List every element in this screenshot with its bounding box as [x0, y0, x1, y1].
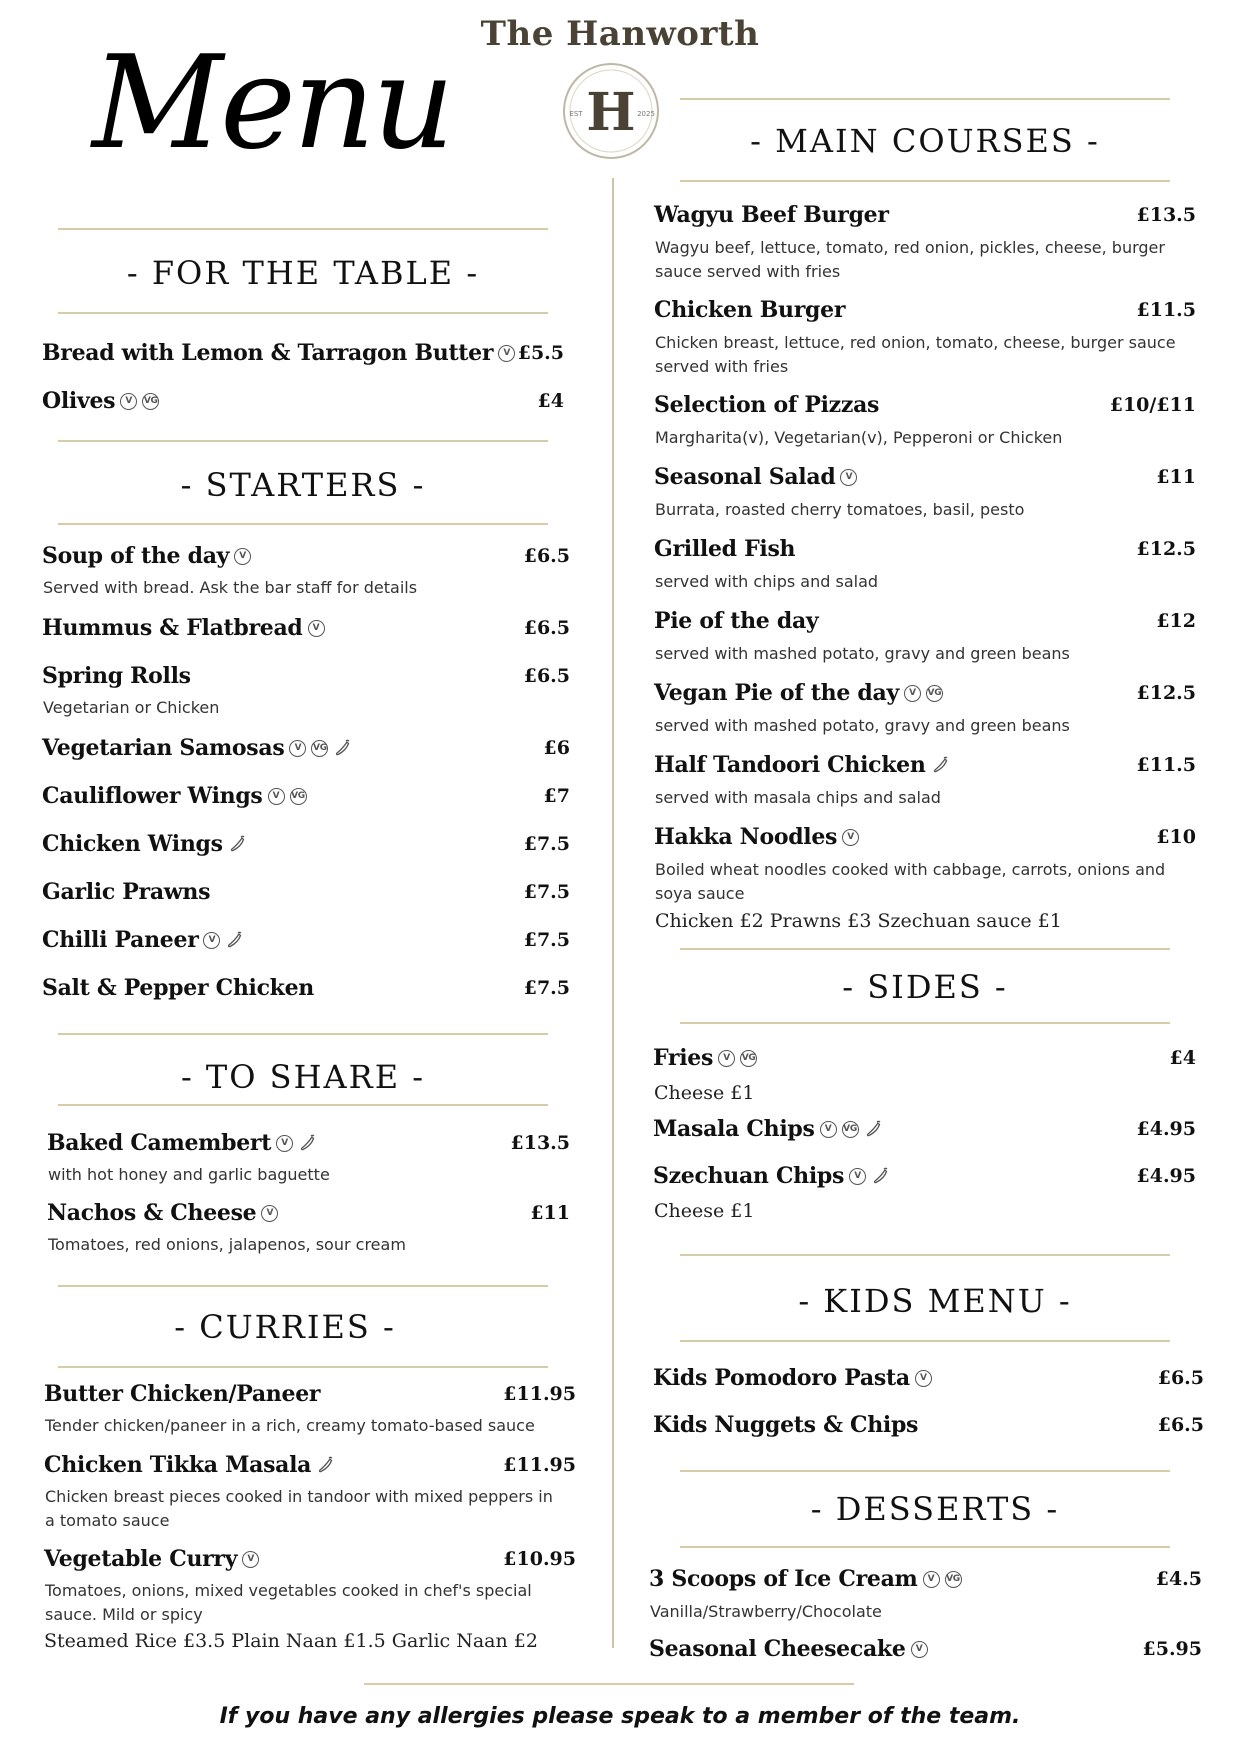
- svg-text:H: H: [586, 82, 636, 143]
- item-name: Seasonal Cheesecake: [649, 1636, 906, 1662]
- item-price: £5.5: [517, 342, 564, 364]
- item-name: Garlic Prawns: [42, 879, 211, 905]
- menu-item: [649, 1566, 962, 1592]
- item-name: Wagyu Beef Burger: [654, 202, 889, 228]
- rule: [680, 1022, 1170, 1024]
- item-name: Salt & Pepper Chicken: [42, 975, 314, 1001]
- item-price: £11.95: [503, 1454, 576, 1476]
- item-price: £4.95: [1136, 1165, 1196, 1187]
- item-name: 3 Scoops of Ice Cream: [649, 1566, 918, 1592]
- menu-item: [653, 1116, 884, 1142]
- vegan-icon: VG: [945, 1571, 962, 1588]
- item-price: £11: [530, 1202, 570, 1224]
- menu-item: [654, 680, 943, 706]
- menu-item: [654, 536, 795, 562]
- menu-item: [649, 1636, 928, 1662]
- menu-item: [42, 975, 314, 1001]
- item-description: Chicken breast pieces cooked in tandoor with mixed peppers in: [45, 1487, 553, 1506]
- menu-item: [42, 340, 515, 366]
- item-price: £10/£11: [1109, 394, 1196, 416]
- menu-item: [654, 608, 818, 634]
- item-description: served with mashed potato, gravy and green beans: [655, 644, 1070, 663]
- section-title-to-share: - TO SHARE -: [180, 1058, 426, 1096]
- section-title-for-the-table: - FOR THE TABLE -: [126, 254, 480, 292]
- item-name: Olives: [42, 388, 116, 414]
- item-name: Grilled Fish: [654, 536, 796, 562]
- item-price: £6.5: [1157, 1414, 1204, 1436]
- chili-icon: [333, 738, 353, 758]
- vegetarian-icon: V: [276, 1135, 293, 1152]
- item-extras: Chicken £2 Prawns £3 Szechuan sauce £1: [655, 910, 1062, 932]
- vegan-icon: VG: [142, 393, 159, 410]
- menu-item: [42, 543, 251, 569]
- item-price: £7.5: [523, 929, 570, 951]
- rule: [58, 1285, 548, 1287]
- item-name: Selection of Pizzas: [654, 392, 880, 418]
- vegetarian-icon: V: [268, 788, 285, 805]
- item-price: £7: [543, 785, 570, 807]
- item-description: Burrata, roasted cherry tomatoes, basil, pesto: [655, 500, 1025, 519]
- item-description: a tomato sauce: [45, 1511, 170, 1530]
- menu-item: [47, 1200, 278, 1226]
- item-price: £6: [543, 737, 570, 759]
- item-description: Boiled wheat noodles cooked with cabbage, carrots, onions and: [655, 860, 1166, 879]
- item-price: £7.5: [523, 881, 570, 903]
- chili-icon: [871, 1166, 891, 1186]
- item-name: Half Tandoori Chicken: [654, 752, 926, 778]
- item-description: Served with bread. Ask the bar staff for details: [43, 578, 418, 597]
- item-name: Bread with Lemon & Tarragon Butter: [42, 340, 494, 366]
- menu-item: [653, 1365, 932, 1391]
- vegetarian-icon: V: [820, 1121, 837, 1138]
- menu-item: [42, 783, 307, 809]
- vegetarian-icon: V: [120, 393, 137, 410]
- item-extras: Cheese £1: [654, 1200, 755, 1222]
- menu-item: [654, 464, 857, 490]
- rule: [680, 180, 1170, 182]
- item-name: Chilli Paneer: [42, 927, 199, 953]
- item-price: £4.95: [1136, 1118, 1196, 1140]
- menu-item: [42, 735, 353, 761]
- item-description: Vegetarian or Chicken: [43, 698, 220, 717]
- vegetarian-icon: V: [915, 1370, 932, 1387]
- vegetarian-icon: V: [242, 1551, 259, 1568]
- vegetarian-icon: V: [498, 345, 515, 362]
- vegan-icon: VG: [311, 740, 328, 757]
- item-name: Baked Camembert: [47, 1130, 272, 1156]
- item-price: £11.5: [1136, 754, 1196, 776]
- section-title-main-courses: - MAIN COURSES -: [750, 122, 1100, 160]
- vegetarian-icon: V: [289, 740, 306, 757]
- chili-icon: [225, 930, 245, 950]
- section-title-kids-menu: - KIDS MENU -: [798, 1282, 1072, 1320]
- brand-name: The Hanworth: [480, 14, 760, 54]
- menu-item: [653, 1412, 918, 1438]
- item-price: £11: [1156, 466, 1196, 488]
- vegetarian-icon: V: [203, 932, 220, 949]
- item-description: Chicken breast, lettuce, red onion, tomato, cheese, burger sauce: [655, 333, 1176, 352]
- rule: [680, 1470, 1170, 1472]
- item-name: Soup of the day: [42, 543, 230, 569]
- vegan-icon: VG: [740, 1050, 757, 1067]
- item-name: Hummus & Flatbread: [42, 615, 303, 641]
- rule: [58, 1104, 548, 1106]
- item-description: Tomatoes, onions, mixed vegetables cooked in chef's special: [45, 1581, 532, 1600]
- chili-icon: [931, 755, 951, 775]
- rule: [58, 1366, 548, 1368]
- item-description: Tender chicken/paneer in a rich, creamy tomato-based sauce: [45, 1416, 535, 1435]
- item-price: £4: [537, 390, 564, 412]
- item-price: £6.5: [1157, 1367, 1204, 1389]
- item-price: £6.5: [523, 665, 570, 687]
- item-price: £5.95: [1142, 1638, 1202, 1660]
- vegetarian-icon: V: [718, 1050, 735, 1067]
- item-name: Spring Rolls: [42, 663, 191, 689]
- section-title-desserts: - DESSERTS -: [810, 1490, 1060, 1528]
- item-name: Seasonal Salad: [654, 464, 836, 490]
- item-description: Vanilla/Strawberry/Chocolate: [650, 1602, 882, 1621]
- column-divider: [612, 178, 614, 1648]
- menu-item: [42, 615, 325, 641]
- section-title-starters: - STARTERS -: [180, 466, 426, 504]
- vegan-icon: VG: [926, 685, 943, 702]
- svg-text:2025: 2025: [637, 110, 655, 118]
- menu-item: [42, 663, 191, 689]
- item-description: with hot honey and garlic baguette: [48, 1165, 330, 1184]
- menu-item: [654, 824, 859, 850]
- allergy-notice: If you have any allergies please speak to a member of the team.: [219, 1704, 1021, 1729]
- vegan-icon: VG: [842, 1121, 859, 1138]
- item-price: £13.5: [510, 1132, 570, 1154]
- item-name: Cauliflower Wings: [42, 783, 263, 809]
- item-description: served with mashed potato, gravy and green beans: [655, 716, 1070, 735]
- menu-item: [42, 879, 210, 905]
- chili-icon: [228, 834, 248, 854]
- section-title-sides: - SIDES -: [842, 968, 1008, 1006]
- item-price: £6.5: [523, 617, 570, 639]
- rule: [58, 440, 548, 442]
- menu-item: [654, 202, 889, 228]
- item-price: £12: [1156, 610, 1196, 632]
- item-name: Chicken Wings: [42, 831, 223, 857]
- item-name: Vegetable Curry: [44, 1546, 238, 1572]
- item-extras: Cheese £1: [654, 1082, 755, 1104]
- vegetarian-icon: V: [234, 548, 251, 565]
- menu-item: [653, 1045, 757, 1071]
- item-description: served with chips and salad: [655, 572, 879, 591]
- rule: [680, 1340, 1170, 1342]
- rule: [680, 1546, 1170, 1548]
- item-name: Vegetarian Samosas: [42, 735, 285, 761]
- item-description: Wagyu beef, lettuce, tomato, red onion, pickles, cheese, burger: [655, 238, 1165, 257]
- rule: [58, 228, 548, 230]
- item-description: sauce. Mild or spicy: [45, 1605, 203, 1624]
- item-price: £13.5: [1136, 204, 1196, 226]
- chili-icon: [864, 1119, 884, 1139]
- item-name: Hakka Noodles: [654, 824, 838, 850]
- vegetarian-icon: V: [842, 829, 859, 846]
- item-description: Margharita(v), Vegetarian(v), Pepperoni or Chicken: [655, 428, 1063, 447]
- rule: [58, 1033, 548, 1035]
- menu-item: [654, 392, 879, 418]
- rule: [58, 312, 548, 314]
- brand-logo: [560, 60, 662, 162]
- item-description: soya sauce: [655, 884, 745, 903]
- item-price: £4: [1169, 1047, 1196, 1069]
- rule: [58, 523, 548, 525]
- vegetarian-icon: V: [904, 685, 921, 702]
- item-name: Kids Pomodoro Pasta: [653, 1365, 910, 1391]
- item-name: Fries: [653, 1045, 714, 1071]
- svg-text:EST: EST: [569, 110, 583, 118]
- item-price: £7.5: [523, 977, 570, 999]
- item-description: served with fries: [655, 357, 789, 376]
- menu-item: [42, 927, 245, 953]
- menu-item: [44, 1546, 259, 1572]
- item-price: £10: [1156, 826, 1196, 848]
- menu-item: [654, 297, 845, 323]
- item-price: £12.5: [1136, 538, 1196, 560]
- item-price: £10.95: [503, 1548, 576, 1570]
- item-price: £4.5: [1155, 1568, 1202, 1590]
- item-description: sauce served with fries: [655, 262, 841, 281]
- item-name: Vegan Pie of the day: [654, 680, 899, 706]
- menu-item: [42, 388, 159, 414]
- menu-item: [44, 1452, 336, 1478]
- rule: [680, 98, 1170, 100]
- item-name: Nachos & Cheese: [47, 1200, 257, 1226]
- menu-item: [44, 1381, 320, 1407]
- item-name: Chicken Burger: [654, 297, 846, 323]
- menu-title: Menu: [92, 29, 452, 178]
- item-extras: Steamed Rice £3.5 Plain Naan £1.5 Garlic Naan £2: [44, 1630, 538, 1652]
- item-name: Pie of the day: [654, 608, 819, 634]
- item-name: Szechuan Chips: [653, 1163, 845, 1189]
- section-title-curries: - CURRIES -: [174, 1308, 396, 1346]
- vegetarian-icon: V: [308, 620, 325, 637]
- menu-item: [47, 1130, 318, 1156]
- vegetarian-icon: V: [261, 1205, 278, 1222]
- item-name: Kids Nuggets & Chips: [653, 1412, 919, 1438]
- vegetarian-icon: V: [911, 1641, 928, 1658]
- vegetarian-icon: V: [849, 1168, 866, 1185]
- menu-item: [42, 831, 248, 857]
- vegan-icon: VG: [290, 788, 307, 805]
- item-price: £7.5: [523, 833, 570, 855]
- rule: [680, 1254, 1170, 1256]
- item-name: Chicken Tikka Masala: [44, 1452, 312, 1478]
- item-description: Tomatoes, red onions, jalapenos, sour cream: [48, 1235, 406, 1254]
- chili-icon: [298, 1133, 318, 1153]
- vegetarian-icon: V: [923, 1571, 940, 1588]
- item-name: Masala Chips: [653, 1116, 815, 1142]
- vegetarian-icon: V: [840, 469, 857, 486]
- item-price: £12.5: [1136, 682, 1196, 704]
- item-price: £11.95: [503, 1383, 576, 1405]
- chili-icon: [316, 1455, 336, 1475]
- menu-item: [653, 1163, 891, 1189]
- item-price: £6.5: [523, 545, 570, 567]
- menu-item: [654, 752, 951, 778]
- item-price: £11.5: [1136, 299, 1196, 321]
- rule: [680, 948, 1170, 950]
- item-name: Butter Chicken/Paneer: [44, 1381, 321, 1407]
- rule: [364, 1683, 854, 1685]
- item-description: served with masala chips and salad: [655, 788, 941, 807]
